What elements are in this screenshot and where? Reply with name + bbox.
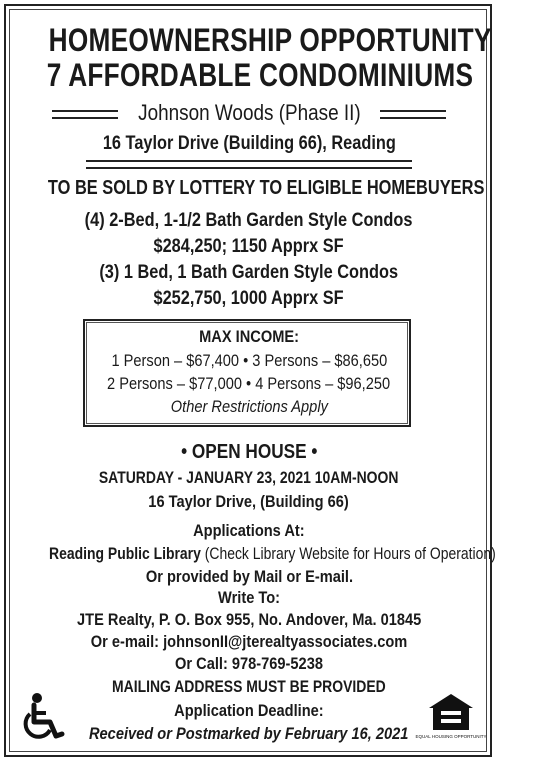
unit-1-price-wrap <box>0 236 498 258</box>
unit-2-desc-wrap <box>0 262 498 284</box>
title-line-1-wrap <box>0 22 498 59</box>
deadline-text: Received or Postmarked by February 16, 2021 <box>89 724 409 743</box>
lottery-heading: TO BE SOLD BY LOTTERY TO ELIGIBLE HOMEBUYERS <box>47 177 485 199</box>
mail-address: JTE Realty, P. O. Box 955, No. Andover, Ma. 01845 <box>76 610 422 629</box>
unit-2-price-wrap <box>0 288 498 310</box>
library-note: (Check Library Website for Hours of Operation) <box>204 544 496 563</box>
open-house-heading: • OPEN HOUSE • <box>180 441 318 463</box>
title-line-2: 7 AFFORDABLE CONDOMINIUMS <box>46 57 474 93</box>
open-house-location-wrap <box>0 492 498 512</box>
wheelchair-accessibility-icon <box>20 692 70 742</box>
address-underline-rule <box>86 160 412 169</box>
mailing-required-wrap <box>0 677 498 697</box>
lottery-heading-wrap <box>0 177 498 200</box>
deadline-heading-wrap <box>0 701 498 721</box>
project-address: 16 Taylor Drive (Building 66), Reading <box>102 133 396 154</box>
open-house-location: 16 Taylor Drive, (Building 66) <box>148 492 350 511</box>
unit-2-description: (3) 1 Bed, 1 Bath Garden Style Condos <box>99 262 399 283</box>
max-income-note-wrap <box>0 397 498 417</box>
deadline-heading: Application Deadline: <box>174 701 324 720</box>
max-income-heading-wrap <box>0 327 498 347</box>
email-line-wrap <box>0 632 498 652</box>
mail-line-wrap <box>0 567 498 587</box>
mailing-required: MAILING ADDRESS MUST BE PROVIDED <box>112 677 386 696</box>
max-income-heading: MAX INCOME: <box>199 327 299 346</box>
write-to-wrap <box>0 588 498 608</box>
project-name: Johnson Woods (Phase II) <box>137 100 361 125</box>
open-house-heading-wrap <box>0 441 498 464</box>
title-line-1: HOMEOWNERSHIP OPPORTUNITY <box>48 22 492 58</box>
address-wrap <box>0 133 498 155</box>
project-name-wrap <box>0 100 498 126</box>
applications-heading: Applications At: <box>193 521 305 540</box>
applications-heading-wrap <box>0 521 498 541</box>
unit-1-description: (4) 2-Bed, 1-1/2 Bath Garden Style Condos <box>85 210 413 231</box>
write-to-label: Write To: <box>217 588 281 607</box>
library-line-wrap <box>0 544 498 564</box>
phone-line-wrap <box>0 654 498 674</box>
max-income-row-1: 1 Person – $67,400 • 3 Persons – $86,650 <box>111 351 387 370</box>
equal-housing-opportunity-icon <box>415 692 487 744</box>
email-line: Or e-mail: johnsonII@jterealtyassociates.com <box>90 632 408 651</box>
mail-address-wrap <box>0 610 498 630</box>
max-income-row-1-wrap <box>0 351 498 371</box>
unit-1-price: $284,250; 1150 Apprx SF <box>153 236 345 257</box>
mail-email-line: Or provided by Mail or E-mail. <box>145 567 353 586</box>
open-house-date-wrap <box>0 468 498 488</box>
max-income-row-2-wrap <box>0 374 498 394</box>
unit-2-price: $252,750, 1000 Apprx SF <box>153 288 345 309</box>
title-line-2-wrap <box>0 57 498 94</box>
equal-housing-caption: EQUAL HOUSING OPPORTUNITY <box>415 734 487 739</box>
library-line <box>49 544 496 564</box>
open-house-date: SATURDAY - JANUARY 23, 2021 10AM-NOON <box>99 468 399 487</box>
max-income-row-2: 2 Persons – $77,000 • 4 Persons – $96,250 <box>107 374 391 393</box>
phone-line: Or Call: 978-769-5238 <box>175 654 323 673</box>
unit-1-desc-wrap <box>0 210 498 232</box>
library-name: Reading Public Library <box>49 544 201 563</box>
max-income-note: Other Restrictions Apply <box>170 397 328 416</box>
